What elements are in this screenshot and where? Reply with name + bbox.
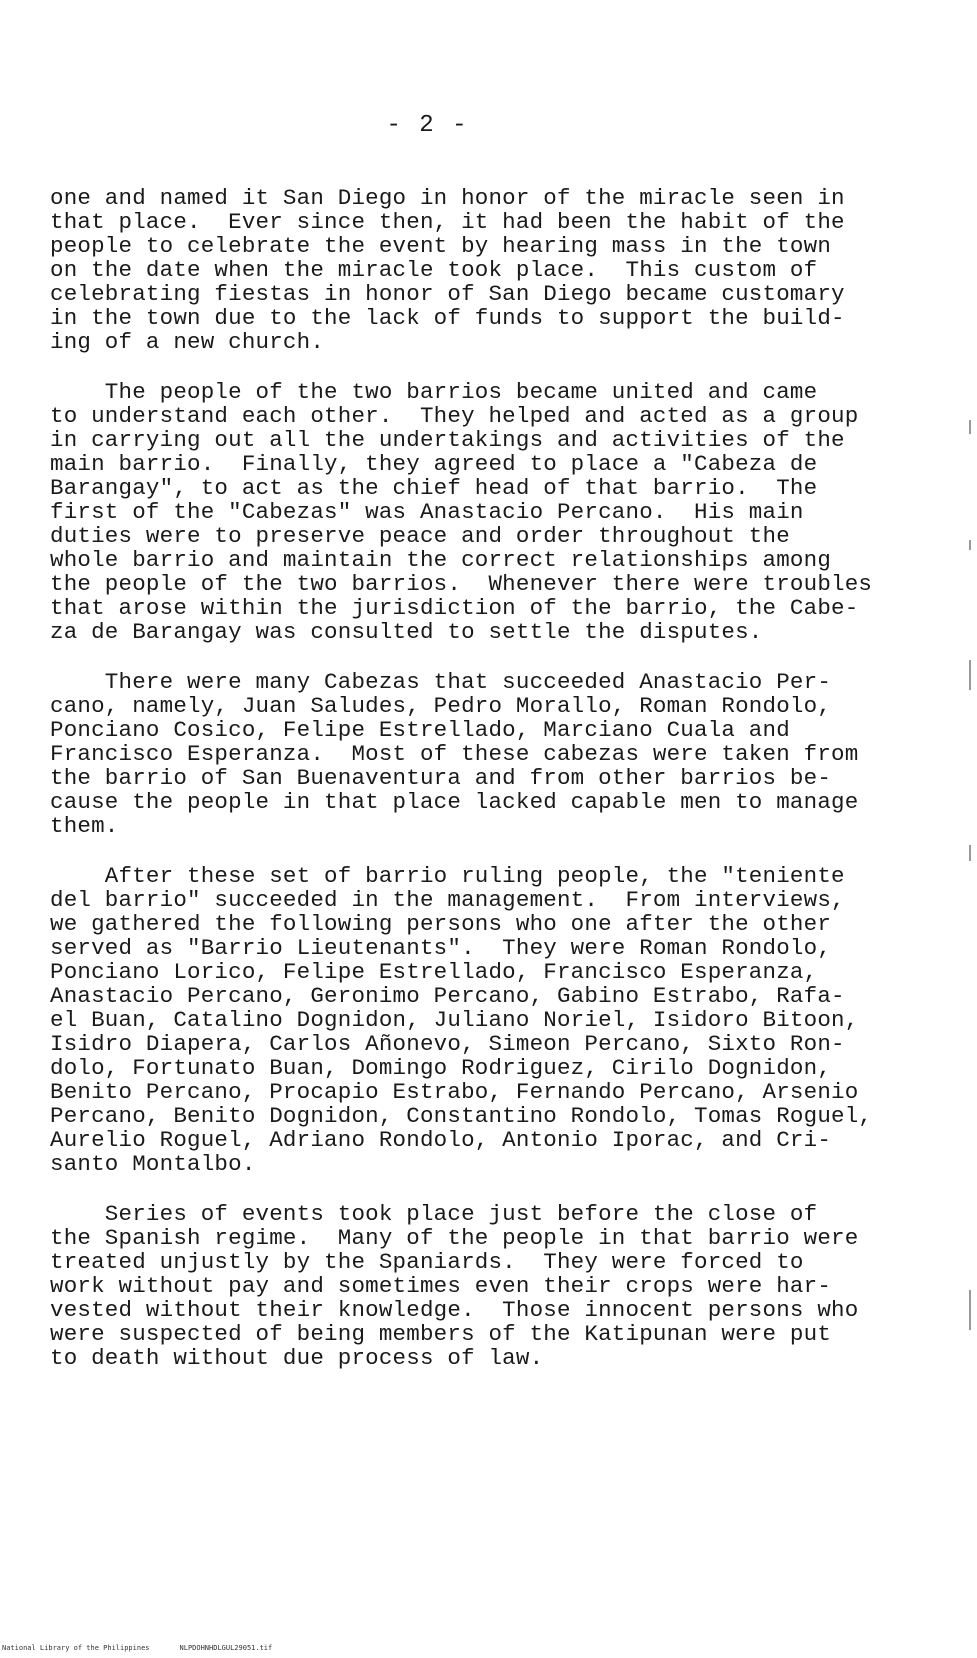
text-line: on the date when the miracle took place. This custom of: [50, 257, 818, 283]
text-line: main barrio. Finally, they agreed to place a "Cabeza de: [50, 451, 818, 477]
footer-file: NLPDOHNHDLGUL29051.tif: [179, 1644, 273, 1652]
scan-edge-mark: [969, 845, 971, 861]
scan-edge-mark: [969, 660, 971, 690]
paragraph: [50, 1202, 930, 1370]
text-line: them.: [50, 813, 119, 839]
text-line: vested without their knowledge. Those innocent persons who: [50, 1297, 859, 1323]
text-line: After these set of barrio ruling people, the "teniente: [50, 863, 845, 889]
text-line: Ponciano Lorico, Felipe Estrellado, Francisco Esperanza,: [50, 959, 818, 985]
text-line: There were many Cabezas that succeeded Anastacio Per-: [50, 669, 832, 695]
paragraph: [50, 864, 930, 1176]
text-line: the barrio of San Buenaventura and from other barrios be-: [50, 765, 832, 791]
text-line: cano, namely, Juan Saludes, Pedro Morallo, Roman Rondolo,: [50, 693, 832, 719]
text-line: Anastacio Percano, Geronimo Percano, Gabino Estrabo, Rafa-: [50, 983, 845, 1009]
scan-footer: [2, 1644, 272, 1652]
text-line: cause the people in that place lacked capable men to manage: [50, 789, 859, 815]
text-line: del barrio" succeeded in the management. From interviews,: [50, 887, 845, 913]
text-line: that place. Ever since then, it had been the habit of the: [50, 209, 845, 235]
text-line: Series of events took place just before the close of: [50, 1201, 818, 1227]
scan-edge-mark: [969, 540, 971, 550]
text-line: served as "Barrio Lieutenants". They were Roman Rondolo,: [50, 935, 832, 961]
text-line: za de Barangay was consulted to settle the disputes.: [50, 619, 763, 645]
text-line: The people of the two barrios became united and came: [50, 379, 818, 405]
text-line: were suspected of being members of the Katipunan were put: [50, 1321, 832, 1347]
paragraph: [50, 186, 930, 354]
text-line: Francisco Esperanza. Most of these cabezas were taken from: [50, 741, 859, 767]
text-line: dolo, Fortunato Buan, Domingo Rodriguez, Cirilo Dognidon,: [50, 1055, 832, 1081]
document-body: [50, 186, 930, 1396]
text-line: Percano, Benito Dognidon, Constantino Rondolo, Tomas Roguel,: [50, 1103, 873, 1129]
text-line: treated unjustly by the Spaniards. They were forced to: [50, 1249, 804, 1275]
text-line: in the town due to the lack of funds to support the build-: [50, 305, 845, 331]
text-line: to death without due process of law.: [50, 1345, 544, 1371]
text-line: ing of a new church.: [50, 329, 325, 355]
text-line: Barangay", to act as the chief head of that barrio. The: [50, 475, 818, 501]
text-line: whole barrio and maintain the correct relationships among: [50, 547, 832, 573]
text-line: in carrying out all the undertakings and activities of the: [50, 427, 845, 453]
text-line: el Buan, Catalino Dognidon, Juliano Noriel, Isidoro Bitoon,: [50, 1007, 859, 1033]
text-line: Isidro Diapera, Carlos Añonevo, Simeon Percano, Sixto Ron-: [50, 1031, 845, 1057]
text-line: duties were to preserve peace and order throughout the: [50, 523, 790, 549]
page-number: - 2 -: [386, 112, 469, 139]
text-line: Aurelio Roguel, Adriano Rondolo, Antonio Iporac, and Cri-: [50, 1127, 832, 1153]
scan-edge-mark: [969, 1290, 971, 1330]
text-line: that arose within the jurisdiction of the barrio, the Cabe-: [50, 595, 859, 621]
text-line: to understand each other. They helped and acted as a group: [50, 403, 859, 429]
text-line: people to celebrate the event by hearing mass in the town: [50, 233, 832, 259]
text-line: santo Montalbo.: [50, 1151, 256, 1177]
scan-edge-mark: [969, 420, 971, 434]
text-line: the Spanish regime. Many of the people in that barrio were: [50, 1225, 859, 1251]
text-line: Ponciano Cosico, Felipe Estrellado, Marciano Cuala and: [50, 717, 790, 743]
text-line: one and named it San Diego in honor of the miracle seen in: [50, 185, 845, 211]
text-line: we gathered the following persons who one after the other: [50, 911, 832, 937]
text-line: celebrating fiestas in honor of San Diego became customary: [50, 281, 845, 307]
paragraph: [50, 670, 930, 838]
footer-library: National Library of the Philippines: [2, 1644, 150, 1652]
text-line: the people of the two barrios. Whenever there were troubles: [50, 571, 873, 597]
text-line: first of the "Cabezas" was Anastacio Percano. His main: [50, 499, 804, 525]
text-line: Benito Percano, Procapio Estrabo, Fernando Percano, Arsenio: [50, 1079, 859, 1105]
text-line: work without pay and sometimes even their crops were har-: [50, 1273, 832, 1299]
paragraph: [50, 380, 930, 644]
